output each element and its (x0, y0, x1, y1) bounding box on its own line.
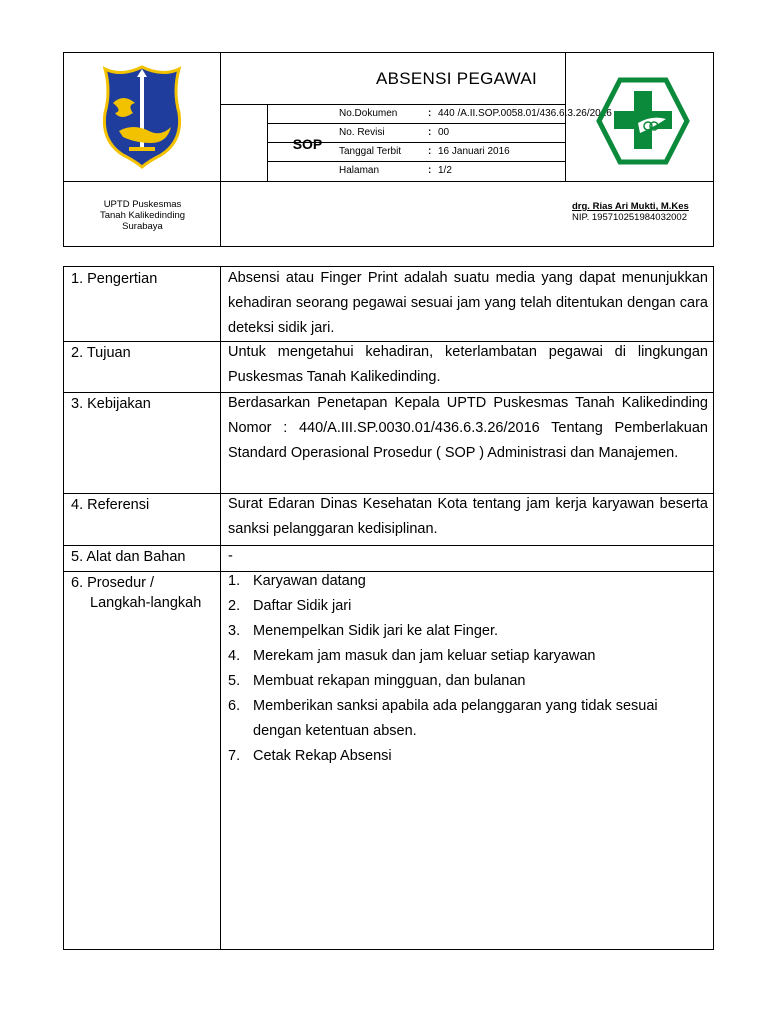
section-label-policy: 3. Kebijakan (71, 396, 151, 412)
procedure-steps (228, 569, 708, 769)
meta-label-issue-date: Tanggal Terbit (339, 146, 402, 157)
puskesmas-logo-icon (596, 77, 690, 165)
meta-label-revision: No. Revisi (339, 127, 385, 138)
step-text: Membuat rekapan mingguan, dan bulanan (253, 673, 526, 689)
list-item (228, 744, 708, 769)
org-line-1: UPTD Puskesmas (103, 198, 182, 210)
step-text: Merekam jam masuk dan jam keluar setiap karyawan (253, 648, 596, 664)
section-label-reference: 4. Referensi (71, 497, 150, 513)
list-item (228, 669, 708, 694)
section-label-definition: 1. Pengertian (71, 271, 158, 287)
surabaya-emblem-icon (99, 63, 185, 169)
list-item (228, 594, 708, 619)
meta-value-revision: 00 (438, 127, 450, 138)
org-line-3: Surabaya (122, 220, 163, 232)
step-number: 2. (228, 598, 241, 614)
step-number: 1. (228, 573, 241, 589)
meta-label-doc-number: No.Dokumen (339, 108, 398, 119)
procedure-label-line-2: Langkah-langkah (90, 595, 202, 611)
step-text: Menempelkan Sidik jari ke alat Finger. (253, 623, 499, 639)
section-text-purpose: Untuk mengetahui kehadiran, keterlambatan pegawai di lingkungan Puskesmas Tanah Kalikedinding. (228, 344, 708, 385)
header-table (63, 52, 714, 247)
step-text: Cetak Rekap Absensi (253, 748, 392, 764)
section-label-procedure (71, 573, 211, 613)
step-number: 5. (228, 673, 241, 689)
section-text-tools: - (228, 548, 233, 564)
meta-value-doc-number: 440 /A.II.SOP.0058.01/436.6.3.26/2016 (438, 108, 612, 119)
meta-colon: : (428, 146, 432, 157)
list-item (228, 694, 708, 744)
step-number: 6. (228, 698, 241, 714)
section-label-purpose: 2. Tujuan (71, 345, 131, 361)
procedure-label-line-1: 6. Prosedur / (71, 575, 155, 591)
step-number: 3. (228, 623, 241, 639)
meta-colon: : (428, 108, 432, 119)
section-label-tools: 5. Alat dan Bahan (71, 549, 186, 565)
step-text: Karyawan datang (253, 573, 366, 589)
signer-block (572, 201, 712, 223)
meta-value-page: 1/2 (438, 165, 452, 176)
list-item (228, 569, 708, 594)
step-number: 7. (228, 748, 241, 764)
org-line-2: Tanah Kalikedinding (99, 209, 186, 221)
section-text-policy: Berdasarkan Penetapan Kepala UPTD Puskesmas Tanah Kalikedinding Nomor : 440/A.III.SP.0030.01/436.6.3.26/2016 Tentang Pemberlakuan Standard Operasional Prosedur ( SOP ) Administrasi dan Manajemen. (228, 395, 708, 461)
meta-colon: : (428, 127, 432, 138)
signer-name: drg. Rias Ari Mukti, M.Kes (572, 201, 689, 212)
step-text: Daftar Sidik jari (253, 598, 352, 614)
list-item (228, 619, 708, 644)
meta-colon: : (428, 165, 432, 176)
organization-name (64, 182, 221, 248)
step-text: Memberikan sanksi apabila ada pelanggaran yang tidak sesuai dengan ketentuan absen. (253, 698, 658, 739)
document-title: ABSENSI PEGAWAI (375, 69, 537, 88)
signer-nip: NIP. 195710251984032002 (572, 212, 687, 223)
list-item (228, 644, 708, 669)
meta-label-page: Halaman (339, 165, 380, 176)
section-text-reference: Surat Edaran Dinas Kesehatan Kota tentang jam kerja karyawan beserta sanksi pelanggaran kedisiplinan. (228, 496, 708, 537)
meta-value-issue-date: 16 Januari 2016 (438, 146, 510, 157)
sop-label: SOP (292, 135, 323, 152)
procedure-table (63, 266, 714, 950)
step-number: 4. (228, 648, 241, 664)
section-text-definition: Absensi atau Finger Print adalah suatu media yang dapat menunjukkan kehadiran seorang pegawai sesuai jam yang telah ditentukan dengan cara deteksi sidik jari. (228, 270, 708, 336)
